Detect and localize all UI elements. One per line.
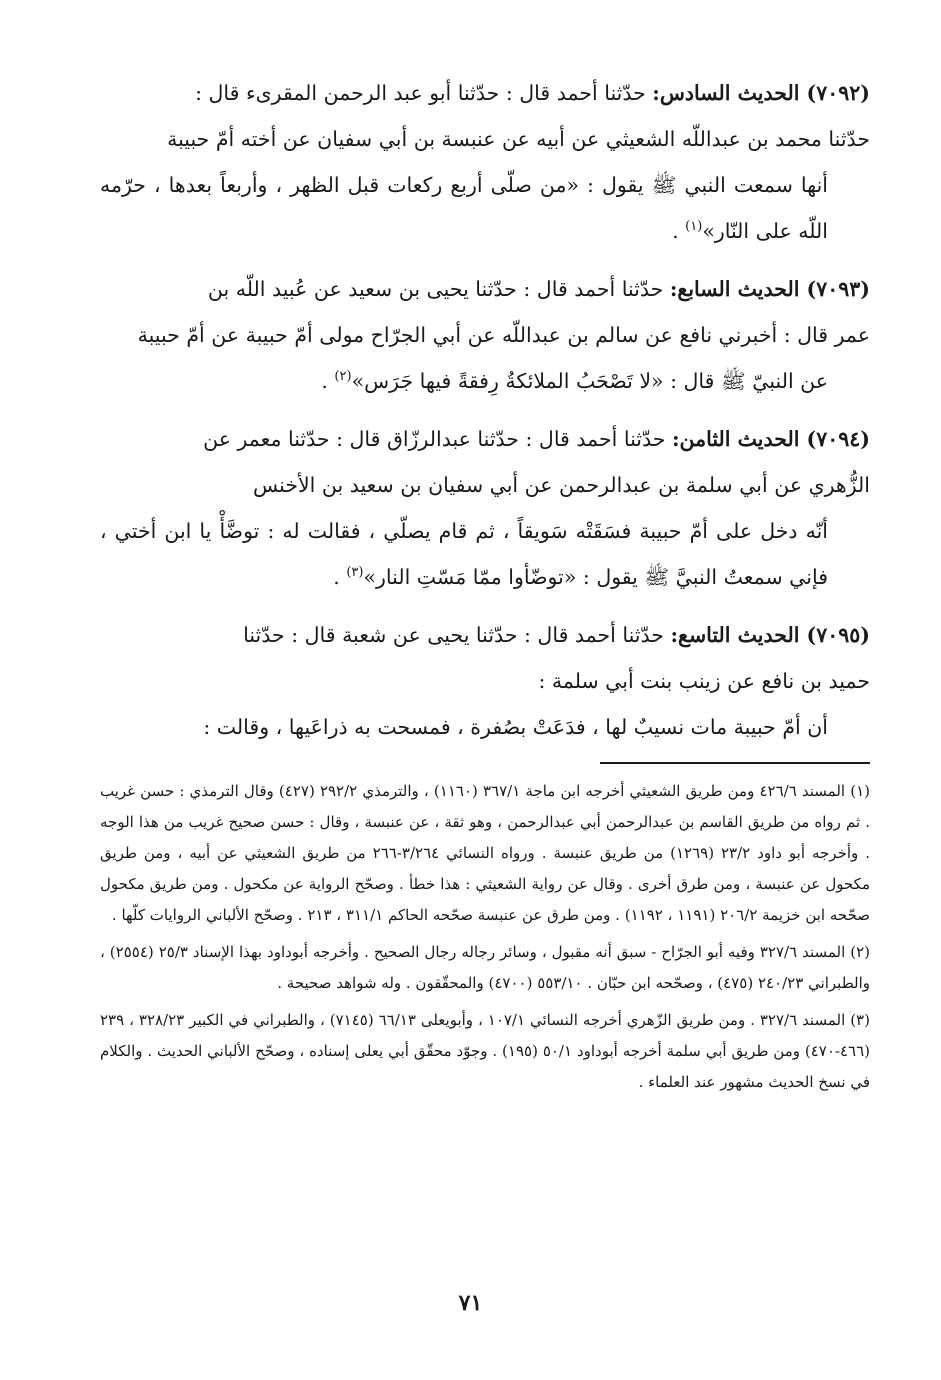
matn-end: . — [333, 565, 347, 589]
hadith-text — [100, 704, 870, 750]
matn-end: . — [321, 369, 335, 393]
isnad-text: حدّثنا أحمد قال : حدّثنا يحيى عن شعبة قال : حدّثنا — [243, 623, 671, 647]
isnad-line — [100, 416, 870, 462]
matn-end: . — [672, 219, 686, 243]
hadith-heading: (٧٠٩٣) الحديث السابع: — [669, 277, 870, 301]
isnad-line — [100, 70, 870, 116]
footnote-3: (٣) المسند ٣٢٧/٦ . ومن طريق الزّهري أخرجه النسائي ١٠٧/١ ، وأبويعلى ٦٦/١٣ (٧١٤٥) ، والطبراني في الكبير ٣٢٨/٢٣ ، ٢٣٩ (٤٦٦-٤٧٠) ومن طريق أبي سلمة أخرجه أبوداود ٥٠/١ (١٩٥) . وجوّد محقّق أبي يعلى إسناده ، وصحّح الألباني الحديث . والكلام في نسخ الحديث مشهور عند العلماء . — [100, 1011, 870, 1091]
page-body — [100, 70, 870, 1104]
footnote-1: (١) المسند ٤٢٦/٦ ومن طريق الشعيثي أخرجه ابن ماجة ٣٦٧/١ (١١٦٠) ، والترمذي ٢٩٢/٢ (٤٢٧) وقال الترمذي : حسن غريب . ثم رواه من طريق القاسم بن عبدالرحمن أبي عبدالرحمن ، وهو ثقة ، عن عنبسة ، وقال : حسن صحيح غريب من هذا الوجه . وأخرجه أبو داود ٢٣/٢ (١٢٦٩) من طريق عنبسة . ورواه النسائي ٣/٢٦٤-٢٦٦ من طريق الشعيثي عن أبيه ، ومن طريق مكحول عن عنبسة ، ومن طرق أخرى . وقال عن رواية الشعيثي : هذا خطأ . وصحّح الرواية عن مكحول . ومن طريق مكحول صحّحه ابن خزيمة ٢٠٦/٢ (١١٩١ ، ١١٩٢) . ومن طرق عن عنبسة صحّحه الحاكم ٣١١/١ ، ٢١٣ . وصحّح الألباني الروايات كلّها . — [100, 782, 870, 924]
hadith-text — [100, 162, 870, 254]
isnad-line — [100, 266, 870, 312]
hadith-7095 — [100, 612, 870, 750]
isnad-line — [100, 612, 870, 658]
footnote-ref[interactable]: (٣) — [346, 565, 364, 581]
hadith-heading: (٧٠٩٥) الحديث التاسع: — [670, 623, 870, 647]
hadith-7094 — [100, 416, 870, 600]
footnote-ref[interactable]: (٢) — [334, 369, 352, 385]
page-number: ٧١ — [458, 1290, 483, 1316]
isnad-text: حدّثنا أحمد قال : حدّثنا يحيى بن سعيد عن عُبيد اللّه بن — [207, 277, 670, 301]
matn-text: أن أمّ حبيبة مات نسيبٌ لها ، فدَعَتْ بصُفرة ، فمسحت به ذراعَيها ، وقالت : — [203, 715, 828, 739]
isnad-continuation: حميد بن نافع عن زينب بنت أبي سلمة : — [538, 669, 870, 693]
hadith-text — [100, 358, 870, 404]
footnotes — [100, 776, 870, 1098]
hadith-7093 — [100, 266, 870, 404]
isnad-text: حدّثنا أحمد قال : حدّثنا أبو عبد الرحمن المقرىء قال : — [195, 81, 653, 105]
hadith-heading: (٧٠٩٢) الحديث السادس: — [652, 81, 870, 105]
isnad-continuation: حدّثنا محمد بن عبداللّه الشعيثي عن أبيه عن عنبسة بن أبي سفيان عن أخته أمّ حبيبة — [167, 127, 870, 151]
matn-text: عن النبيّ ﷺ قال : «لا تَصْحَبُ الملائكةُ رِفقةً فيها جَرَس» — [351, 369, 828, 393]
footnote-ref[interactable]: (١) — [685, 219, 703, 235]
hadith-text — [100, 508, 870, 600]
hadith-7092 — [100, 70, 870, 254]
isnad-continuation: عمر قال : أخبرني نافع عن سالم بن عبداللّه عن أبي الجرّاح مولى أمّ حبيبة عن أمّ حبيبة — [137, 323, 870, 347]
footnote-2: (٢) المسند ٣٢٧/٦ وفيه أبو الجرّاح - سبق أنه مقبول ، وسائر رجاله رجال الصحيح . وأخرجه أبوداود بهذا الإسناد ٢٥/٣ (٢٥٥٤) ، والطبراني ٢٤٠/٢٣ (٤٧٥) ، وصحّحه ابن حبّان . ٥٥٣/١٠ (٤٧٠٠) والمحقّقون . وله شواهد صحيحة . — [100, 943, 870, 992]
footnote-separator — [600, 762, 870, 764]
hadith-heading: (٧٠٩٤) الحديث الثامن: — [671, 427, 870, 451]
isnad-continuation: الزُّهري عن أبي سلمة بن عبدالرحمن عن أبي سفيان بن سعيد بن الأخنس — [253, 473, 870, 497]
matn-text: أنّه دخل على أمّ حبيبة فسَقَتْه سَويقاً ، ثم قام يصلّي ، فقالت له : توضَّأْ يا ابن أختي ، فإني سمعتُ النبيَّ ﷺ يقول : «توضّأوا ممّا مَسّتِ النار» — [100, 519, 828, 589]
isnad-text: حدّثنا أحمد قال : حدّثنا عبدالرزّاق قال : حدّثنا معمر عن — [203, 427, 672, 451]
matn-text: أنها سمعت النبي ﷺ يقول : «من صلّى أربع ركعات قبل الظهر ، وأربعاً بعدها ، حرّمه اللّه على النّار» — [100, 173, 828, 243]
